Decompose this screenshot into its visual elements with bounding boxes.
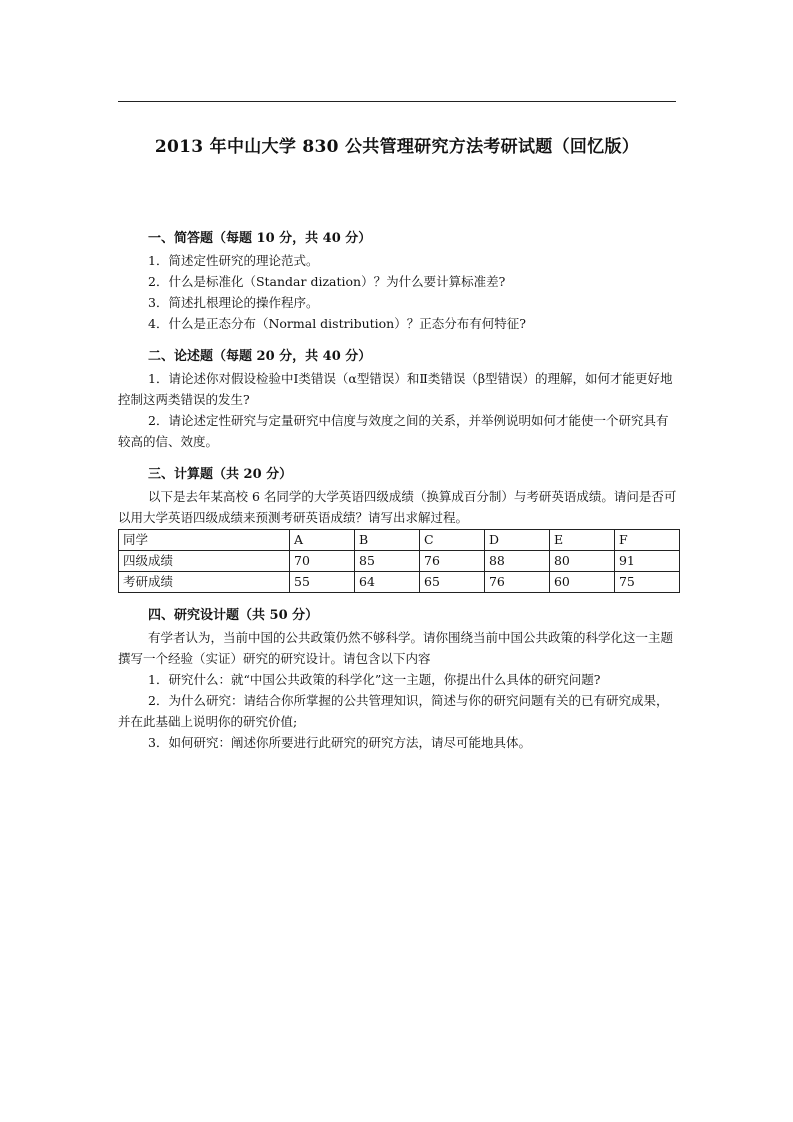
- question-item: 1．简述定性研究的理论范式。: [148, 253, 319, 268]
- section-heading: 三、计算题（共 20 分）: [148, 467, 293, 482]
- question-item: 3．简述扎根理论的操作程序。: [148, 295, 319, 310]
- section-essay: [118, 346, 680, 452]
- question-item: 4．什么是正态分布（Normal distribution）？正态分布有何特征?: [148, 316, 526, 331]
- table-cell: 76: [484, 572, 549, 593]
- table-header-cell: B: [355, 530, 420, 551]
- table-cell: 76: [420, 551, 485, 572]
- table-cell: 60: [549, 572, 614, 593]
- header-rule: [118, 101, 676, 102]
- question-item: 3．如何研究：阐述你所要进行此研究的研究方法，请尽可能地具体。: [148, 735, 531, 750]
- document-title: 2013 年中山大学 830 公共管理研究方法考研试题（回忆版）: [154, 137, 640, 157]
- table-header-row: [119, 530, 680, 551]
- table-header-cell: E: [549, 530, 614, 551]
- question-intro: 以下是去年某高校 6 名同学的大学英语四级成绩（换算成百分制）与考研英语成绩。请问是否可以用大学英语四级成绩来预测考研英语成绩？请写出求解过程。: [118, 489, 677, 525]
- table-cell: 65: [420, 572, 485, 593]
- table-cell: 91: [614, 551, 679, 572]
- table-row: [119, 551, 680, 572]
- table-header-cell: C: [420, 530, 485, 551]
- table-header-cell: F: [614, 530, 679, 551]
- section-heading: 一、简答题（每题 10 分，共 40 分）: [148, 231, 372, 246]
- table-cell: 75: [614, 572, 679, 593]
- scores-table: [118, 529, 680, 593]
- section-research-design: [118, 605, 680, 753]
- question-item: 1．请论述你对假设检验中Ⅰ类错误（α型错误）和Ⅱ类错误（β型错误）的理解，如何才能更好地控制这两类错误的发生?: [118, 371, 673, 407]
- question-item: 2．为什么研究：请结合你所掌握的公共管理知识，简述与你的研究问题有关的已有研究成果，并在此基础上说明你的研究价值;: [118, 693, 669, 729]
- table-cell: 55: [290, 572, 355, 593]
- question-intro: 有学者认为，当前中国的公共政策仍然不够科学。请你围绕当前中国公共政策的科学化这一主题撰写一个经验（实证）研究的研究设计。请包含以下内容: [118, 630, 674, 666]
- table-cell: 70: [290, 551, 355, 572]
- table-row: [119, 572, 680, 593]
- table-cell: 85: [355, 551, 420, 572]
- document-body: [118, 228, 680, 753]
- section-heading: 四、研究设计题（共 50 分）: [148, 608, 319, 623]
- table-cell: 88: [484, 551, 549, 572]
- question-item: 1．研究什么：就“中国公共政策的科学化”这一主题，你提出什么具体的研究问题?: [148, 672, 601, 687]
- question-item: 2．什么是标准化（Standar dization）？为什么要计算标准差?: [148, 274, 506, 289]
- table-header-cell: 同学: [119, 530, 290, 551]
- table-cell: 考研成绩: [119, 572, 290, 593]
- table-header-cell: D: [484, 530, 549, 551]
- table-cell: 四级成绩: [119, 551, 290, 572]
- section-calculation: [118, 464, 680, 593]
- section-short-answer: [118, 228, 680, 334]
- table-cell: 80: [549, 551, 614, 572]
- table-cell: 64: [355, 572, 420, 593]
- table-header-cell: A: [290, 530, 355, 551]
- question-item: 2．请论述定性研究与定量研究中信度与效度之间的关系，并举例说明如何才能使一个研究具有较高的信、效度。: [118, 413, 669, 449]
- section-heading: 二、论述题（每题 20 分，共 40 分）: [148, 349, 372, 364]
